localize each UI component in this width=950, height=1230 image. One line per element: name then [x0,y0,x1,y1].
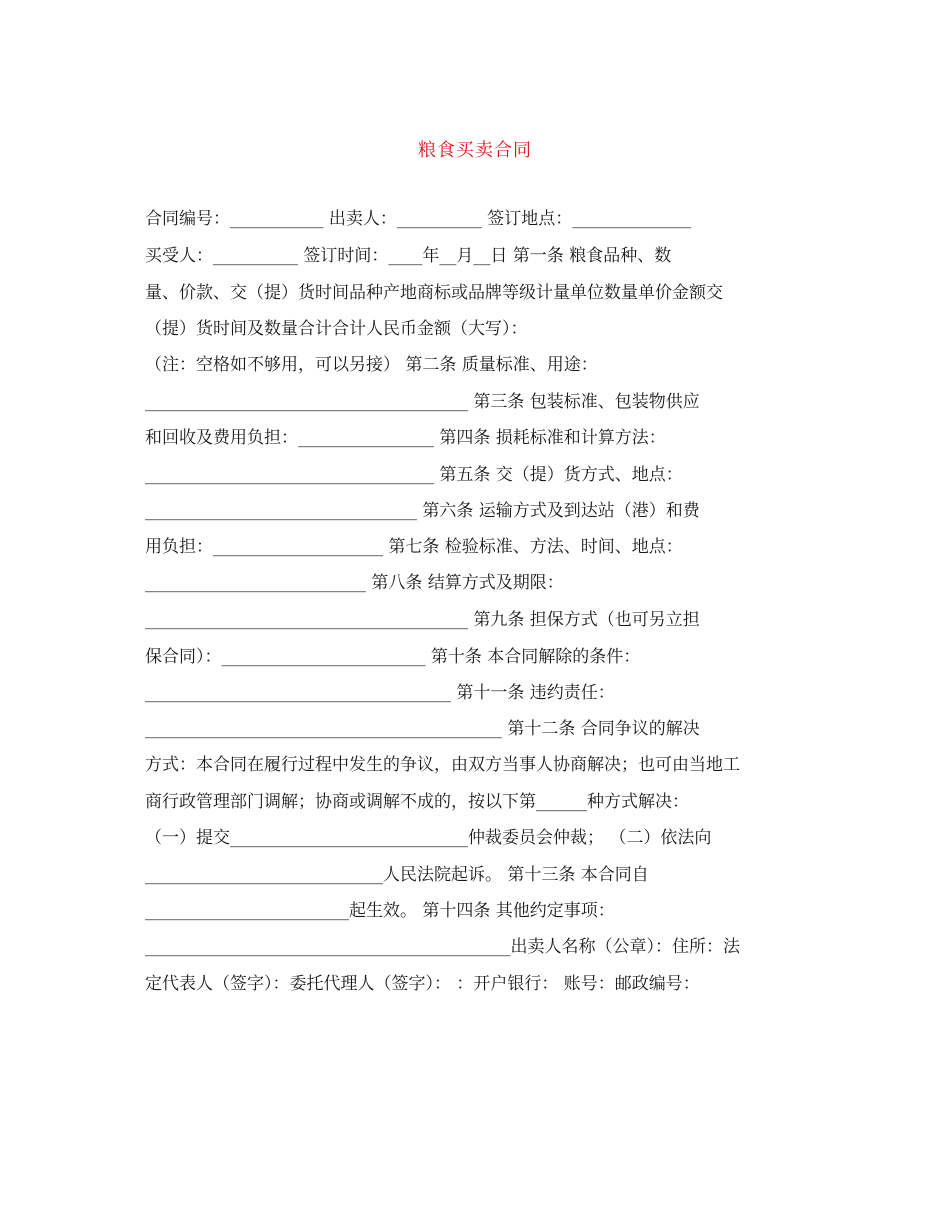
contract-line: ______________________________________ 第三条 包装标准、包装物供应 [145,392,700,412]
contract-line: 量、价款、交（提）货时间品种产地商标或品牌等级计量单位数量单价金额交 [145,283,723,303]
contract-line: ______________________________________ 第九条 担保方式（也可另立担 [145,610,700,630]
contract-line: ___________________________________________出卖人名称（公章）：住所：法 [145,937,740,957]
contract-line: __________________________________ 第五条 交（提）货方式、地点： [145,465,683,485]
contract-line: 用负担：____________________ 第七条 检验标准、方法、时间、地点： [145,537,683,557]
contract-line: ________________________________ 第六条 运输方式及到达站（港）和费 [145,501,700,521]
contract-line: （一）提交____________________________仲裁委员会仲裁； （二）依法向 [145,828,712,848]
contract-line: 保合同）：________________________ 第十条 本合同解除的条件： [145,647,641,667]
document-title: 粮食买卖合同 [418,140,532,161]
contract-line: ____________________________________ 第十一条 违约责任： [145,683,615,703]
contract-line: 和回收及费用负担：________________ 第四条 损耗标准和计算方法： [145,428,666,448]
contract-line: ________________________起生效。 第十四条 其他约定事项： [145,901,615,921]
contract-line: 买受人：__________ 签订时间：____年__月__日 第一条 粮食品种、数 [145,246,672,266]
contract-line: （注：空格如不够用，可以另接） 第二条 质量标准、用途： [145,355,598,375]
contract-line: ____________________________人民法院起诉。 第十三条 本合同自 [145,865,649,885]
contract-line: __________________________________________ 第十二条 合同争议的解决 [145,719,700,739]
contract-line: 定代表人（签字）：委托代理人（签字）： ：开户银行： 账号：邮政编号： [145,974,700,994]
contract-line: 合同编号：___________ 出卖人：__________ 签订地点：______________ [145,209,692,229]
contract-line: （提）货时间及数量合计合计人民币金额（大写）： [145,319,528,339]
contract-line: __________________________ 第八条 结算方式及期限： [145,573,564,593]
contract-line: 方式：本合同在履行过程中发生的争议，由双方当事人协商解决；也可由当地工 [145,755,740,775]
contract-line: 商行政管理部门调解；协商或调解不成的，按以下第______种方式解决： [145,792,689,812]
